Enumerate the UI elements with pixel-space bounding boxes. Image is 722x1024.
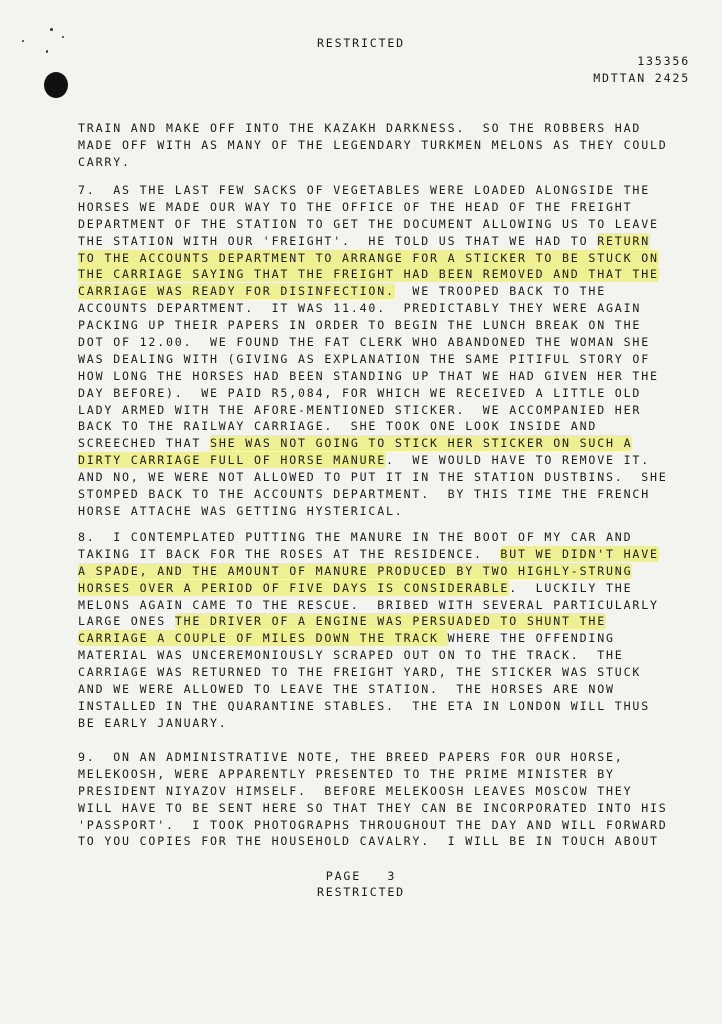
text-segment: ACCOUNTS DEPARTMENT. IT WAS 11.40. PREDICTABLY THEY WERE AGAIN: [78, 301, 642, 316]
text-segment: WAS DEALING WITH (GIVING AS EXPLANATION THE SAME PITIFUL STORY OF: [78, 351, 651, 366]
text-segment: BE EARLY JANUARY.: [78, 715, 228, 730]
footer-classification: RESTRICTED: [316, 885, 405, 899]
paragraph-8: [78, 529, 659, 732]
text-segment: LARGE ONES: [78, 614, 175, 629]
text-segment: PRESIDENT NIYAZOV HIMSELF. BEFORE MELEKOOSH LEAVES MOSCOW THEY: [78, 783, 633, 798]
text-line: [78, 283, 668, 300]
text-segment: 8. I CONTEMPLATED PUTTING THE MANURE IN THE BOOT OF MY CAR AND: [78, 530, 633, 544]
text-segment: DEPARTMENT OF THE STATION TO GET THE DOCUMENT ALLOWING US TO LEAVE: [78, 216, 659, 231]
text-segment: WHERE THE OFFENDING: [447, 631, 615, 646]
ink-speck: [50, 28, 53, 31]
highlighted-text: BUT WE DIDN'T HAVE: [500, 546, 659, 561]
text-line: [78, 334, 668, 351]
text-segment: HORSE ATTACHE WAS GETTING HYSTERICAL.: [78, 503, 404, 518]
text-line: [78, 154, 668, 171]
highlighted-text: A SPADE, AND THE AMOUNT OF MANURE PRODUCED BY TWO HIGHLY-STRUNG: [78, 563, 633, 578]
ink-blot: [44, 72, 68, 98]
text-segment: HOW LONG THE HORSES HAD BEEN STANDING UP THAT WE HAD GIVEN HER THE: [78, 368, 659, 383]
text-segment: CARRIAGE WAS RETURNED TO THE FREIGHT YARD, THE STICKER WAS STUCK: [78, 665, 642, 680]
text-line: [78, 418, 668, 435]
text-segment: BACK TO THE RAILWAY CARRIAGE. SHE TOOK ONE LOOK INSIDE AND: [78, 419, 598, 434]
text-line: [78, 199, 668, 216]
text-segment: INSTALLED IN THE QUARANTINE STABLES. THE ETA IN LONDON WILL THUS: [78, 698, 651, 713]
text-line: [78, 681, 659, 698]
highlighted-text: TO THE ACCOUNTS DEPARTMENT TO ARRANGE FOR A STICKER TO BE STUCK ON: [78, 250, 659, 265]
text-segment: HORSES WE MADE OUR WAY TO THE OFFICE OF THE HEAD OF THE FREIGHT: [78, 199, 633, 214]
text-line: [78, 698, 659, 715]
text-segment: AND NO, WE WERE NOT ALLOWED TO PUT IT IN THE STATION DUSTBINS. SHE: [78, 470, 668, 485]
text-line: [78, 800, 668, 817]
text-line: [78, 266, 668, 283]
text-line: [78, 233, 668, 250]
highlighted-text: RETURN: [597, 233, 651, 248]
text-line: [78, 563, 659, 580]
reference-number: 135356: [637, 54, 690, 68]
paragraph-7: [78, 182, 668, 520]
text-line: [78, 351, 668, 368]
text-line: [78, 749, 668, 766]
text-line: [78, 317, 668, 334]
text-segment: . LUCKILY THE: [509, 580, 633, 595]
text-line: [78, 435, 668, 452]
text-segment: DAY BEFORE). WE PAID R5,084, FOR WHICH WE RECEIVED A LITTLE OLD: [78, 385, 642, 400]
text-segment: MATERIAL WAS UNCEREMONIOUSLY SCRAPED OUT ON TO THE TRACK. THE: [78, 648, 624, 663]
text-line: [78, 385, 668, 402]
text-segment: LADY ARMED WITH THE AFORE-MENTIONED STICKER. WE ACCOMPANIED HER: [78, 402, 642, 417]
text-line: [78, 137, 668, 154]
text-line: [78, 452, 668, 469]
text-segment: WILL HAVE TO BE SENT HERE SO THAT THEY CAN BE INCORPORATED INTO HIS: [78, 800, 668, 815]
page-number: PAGE 3: [325, 869, 397, 883]
text-segment: MELONS AGAIN CAME TO THE RESCUE. BRIBED WITH SEVERAL PARTICULARLY: [78, 597, 659, 612]
text-segment: 9. ON AN ADMINISTRATIVE NOTE, THE BREED PAPERS FOR OUR HORSE,: [78, 750, 624, 764]
text-line: [78, 580, 659, 597]
highlighted-text: SHE WAS NOT GOING TO STICK HER STICKER ON SUCH A: [210, 436, 633, 451]
paragraph-continuation: [78, 120, 668, 171]
text-line: [78, 486, 668, 503]
text-segment: 7. AS THE LAST FEW SACKS OF VEGETABLES WERE LOADED ALONGSIDE THE: [78, 183, 651, 197]
header-classification: RESTRICTED: [316, 36, 405, 50]
text-line: [78, 546, 659, 563]
text-line: [78, 664, 659, 681]
text-line: [78, 597, 659, 614]
text-line: [78, 120, 668, 137]
text-line: [78, 817, 668, 834]
text-line: [78, 250, 668, 267]
text-line: [78, 647, 659, 664]
text-segment: TRAIN AND MAKE OFF INTO THE KAZAKH DARKNESS. SO THE ROBBERS HAD: [78, 121, 642, 135]
text-line: [78, 503, 668, 520]
text-line: [78, 216, 668, 233]
text-segment: 'PASSPORT'. I TOOK PHOTOGRAPHS THROUGHOUT THE DAY AND WILL FORWARD: [78, 817, 668, 832]
text-line: [78, 833, 668, 850]
text-line: [78, 630, 659, 647]
text-segment: WE TROOPED BACK TO THE: [394, 284, 607, 299]
text-line: [78, 529, 659, 546]
highlighted-text: CARRIAGE A COUPLE OF MILES DOWN THE TRACK: [78, 631, 448, 646]
text-line: [78, 182, 668, 199]
text-segment: AND WE WERE ALLOWED TO LEAVE THE STATION. THE HORSES ARE NOW: [78, 682, 615, 697]
text-segment: MELEKOOSH, WERE APPARENTLY PRESENTED TO THE PRIME MINISTER BY: [78, 766, 615, 781]
highlighted-text: THE CARRIAGE SAYING THAT THE FREIGHT HAD BEEN REMOVED AND THAT THE: [78, 267, 659, 282]
text-segment: PACKING UP THEIR PAPERS IN ORDER TO BEGIN THE LUNCH BREAK ON THE: [78, 318, 642, 333]
text-segment: THE STATION WITH OUR 'FREIGHT'. HE TOLD US THAT WE HAD TO: [78, 233, 598, 248]
text-line: [78, 766, 668, 783]
text-segment: SCREECHED THAT: [78, 436, 211, 451]
text-segment: STOMPED BACK TO THE ACCOUNTS DEPARTMENT. BY THIS TIME THE FRENCH: [78, 487, 651, 502]
text-line: [78, 300, 668, 317]
highlighted-text: HORSES OVER A PERIOD OF FIVE DAYS IS CONSIDERABLE: [78, 580, 510, 595]
text-line: [78, 469, 668, 486]
text-segment: CARRY.: [78, 154, 131, 169]
paragraph-9: [78, 749, 668, 850]
text-segment: TAKING IT BACK FOR THE ROSES AT THE RESIDENCE.: [78, 546, 501, 561]
text-line: [78, 715, 659, 732]
text-segment: . WE WOULD HAVE TO REMOVE IT.: [386, 453, 651, 468]
text-line: [78, 613, 659, 630]
text-line: [78, 402, 668, 419]
text-segment: MADE OFF WITH AS MANY OF THE LEGENDARY TURKMEN MELONS AS THEY COULD: [78, 137, 668, 152]
text-line: [78, 783, 668, 800]
text-line: [78, 368, 668, 385]
reference-code: MDTTAN 2425: [593, 71, 690, 85]
text-segment: DOT OF 12.00. WE FOUND THE FAT CLERK WHO ABANDONED THE WOMAN SHE: [78, 335, 651, 350]
highlighted-text: THE DRIVER OF A ENGINE WAS PERSUADED TO SHUNT THE: [174, 614, 607, 629]
text-segment: TO YOU COPIES FOR THE HOUSEHOLD CAVALRY. I WILL BE IN TOUCH ABOUT: [78, 834, 659, 849]
highlighted-text: CARRIAGE WAS READY FOR DISINFECTION.: [78, 284, 395, 299]
highlighted-text: DIRTY CARRIAGE FULL OF HORSE MANURE: [78, 453, 387, 468]
